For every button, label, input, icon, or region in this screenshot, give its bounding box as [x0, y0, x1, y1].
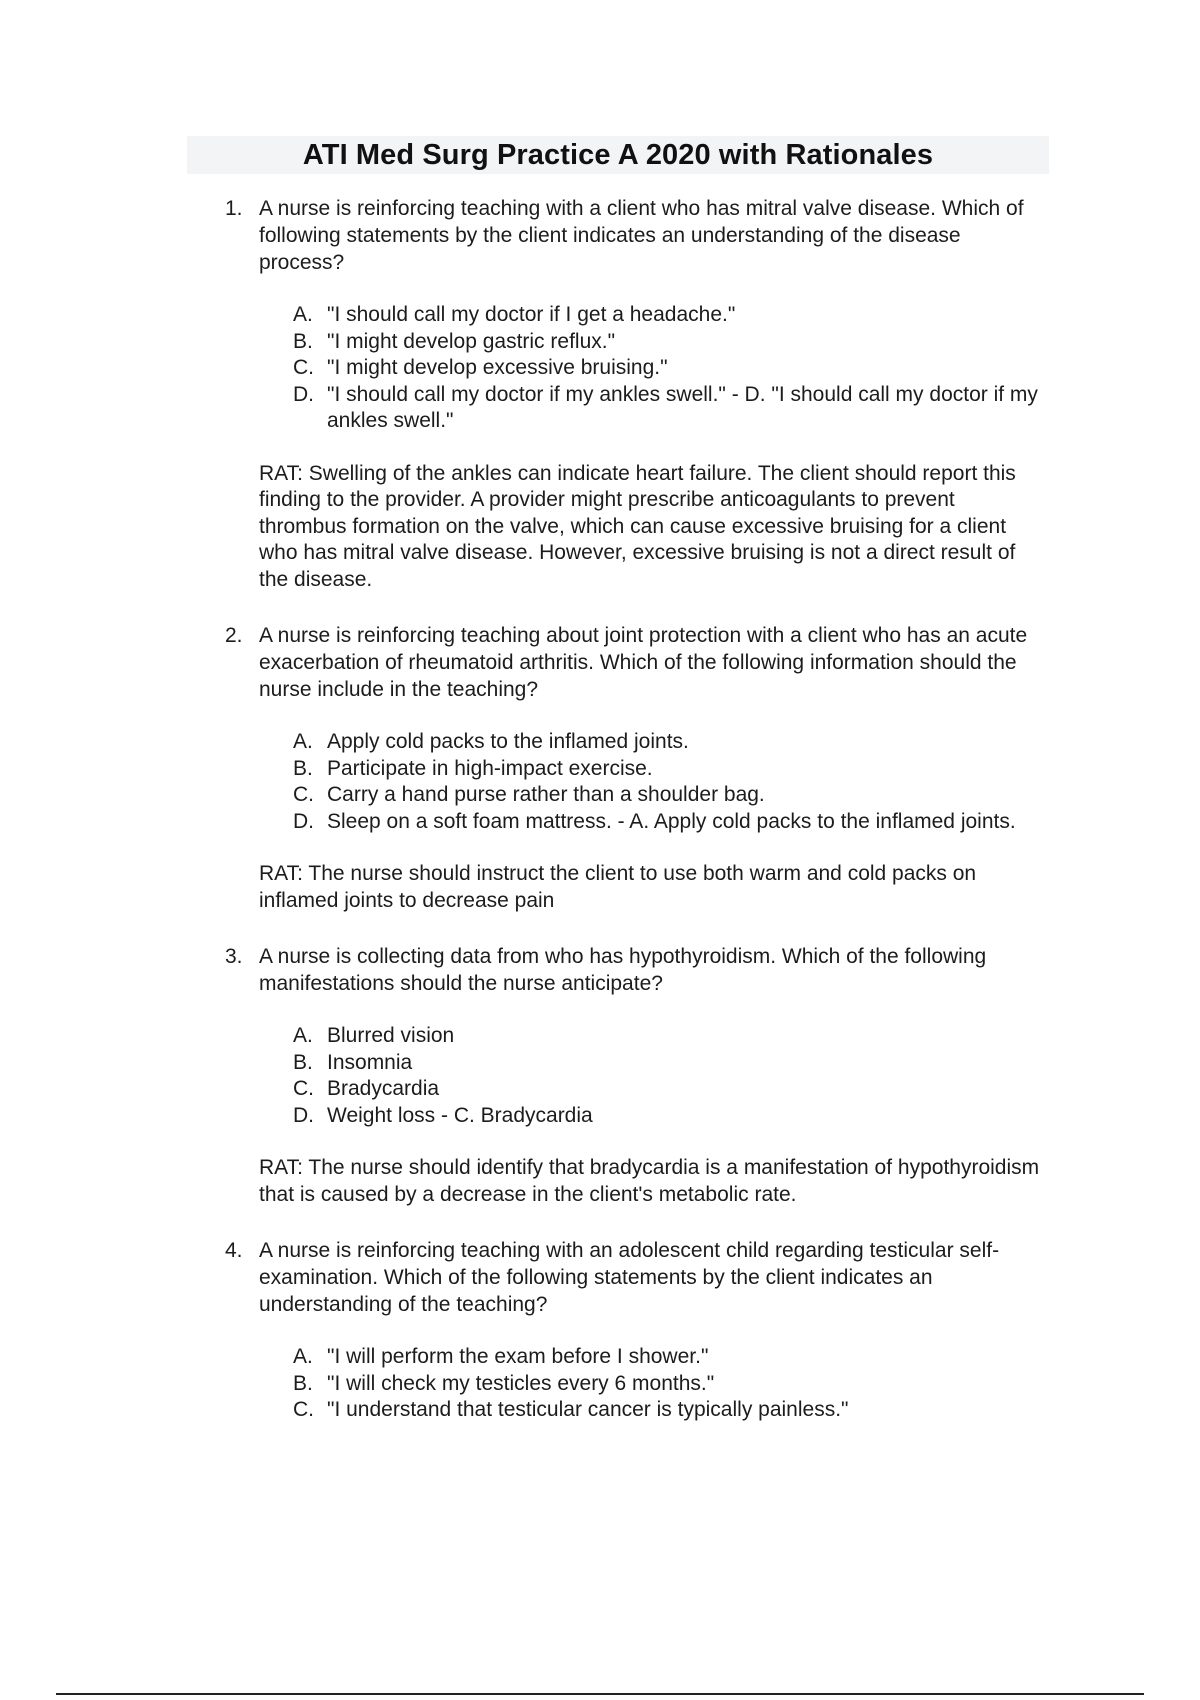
question-4 [225, 1237, 1045, 1424]
answer-option [293, 1023, 1045, 1050]
option-letter: C. [293, 783, 314, 806]
option-letter: A. [293, 730, 313, 753]
option-text: "I might develop excessive bruising." [327, 356, 668, 379]
option-letter: A. [293, 303, 313, 326]
answer-options [293, 1344, 1045, 1424]
rationale-text: RAT: The nurse should instruct the client to use both warm and cold packs on inflamed joints to decrease pain [259, 862, 977, 912]
question-3 [225, 943, 1045, 1208]
answer-option [293, 729, 1045, 756]
answer-options [293, 302, 1045, 435]
answer-option [293, 302, 1045, 329]
question-number: 1. [225, 197, 243, 220]
option-text: "I might develop gastric reflux." [327, 329, 616, 353]
answer-option [293, 782, 1045, 809]
question-text: A nurse is reinforcing teaching with a client who has mitral valve disease. Which of following statements by the client indicates an understanding of the disease process? [259, 197, 1024, 274]
answer-option [293, 1103, 1045, 1130]
option-letter: C. [293, 1077, 314, 1100]
answer-option [293, 329, 1045, 356]
question-1 [225, 195, 1045, 593]
footer-divider [56, 1693, 1144, 1695]
option-letter: B. [293, 1371, 313, 1395]
option-letter: C. [293, 356, 314, 379]
option-text: "I will check my testicles every 6 months." [327, 1371, 715, 1395]
option-text: Bradycardia [327, 1077, 440, 1100]
answer-options [293, 1023, 1045, 1129]
option-letter: D. [293, 1103, 314, 1127]
option-letter: B. [293, 1050, 313, 1074]
answer-option [293, 382, 1045, 435]
answer-option [293, 1050, 1045, 1077]
question-text: A nurse is reinforcing teaching with an adolescent child regarding testicular self-examination. Which of the following statements by the client indicates an understanding of the teaching? [259, 1239, 1000, 1316]
option-letter: A. [293, 1345, 313, 1368]
option-text: Insomnia [327, 1050, 413, 1074]
option-letter: D. [293, 382, 314, 406]
question-text: A nurse is collecting data from who has hypothyroidism. Which of the following manifestations should the nurse anticipate? [259, 945, 987, 995]
question-2 [225, 622, 1045, 914]
option-letter: B. [293, 756, 313, 780]
rationale-text: RAT: Swelling of the ankles can indicate heart failure. The client should report this finding to the provider. A provider might prescribe anticoagulants to prevent thrombus formation on the valve, which can cause excessive bruising for a client who has mitral valve disease. However, excessive bruising is not a direct result of the disease. [259, 461, 1016, 591]
answer-option [293, 1076, 1045, 1103]
answer-option [293, 809, 1045, 836]
option-text: Carry a hand purse rather than a shoulder bag. [327, 783, 765, 806]
answer-option [293, 1371, 1045, 1398]
question-number: 2. [225, 624, 243, 647]
option-letter: A. [293, 1024, 313, 1047]
question-number: 3. [225, 945, 243, 968]
option-letter: B. [293, 329, 313, 353]
answer-options [293, 729, 1045, 835]
option-text: "I will perform the exam before I shower." [327, 1345, 709, 1368]
page-title: ATI Med Surg Practice A 2020 with Rationales [302, 139, 934, 171]
option-letter: C. [293, 1398, 314, 1421]
option-text: Participate in high-impact exercise. [327, 756, 653, 780]
option-text: Weight loss - C. Bradycardia [327, 1103, 593, 1127]
option-text: "I should call my doctor if my ankles swell." - D. "I should call my doctor if my ankles swell." [327, 382, 1038, 432]
question-text: A nurse is reinforcing teaching about joint protection with a client who has an acute exacerbation of rheumatoid arthritis. Which of the following information should the nurse include in the teaching? [259, 624, 1028, 701]
option-text: Sleep on a soft foam mattress. - A. Apply cold packs to the inflamed joints. [327, 809, 1016, 833]
answer-option [293, 355, 1045, 382]
option-text: Blurred vision [327, 1024, 455, 1047]
rationale-text: RAT: The nurse should identify that bradycardia is a manifestation of hypothyroidism that is caused by a decrease in the client's metabolic rate. [259, 1156, 1040, 1206]
question-number: 4. [225, 1239, 243, 1262]
option-text: "I should call my doctor if I get a headache." [327, 303, 736, 326]
option-text: "I understand that testicular cancer is typically painless." [327, 1398, 849, 1421]
option-letter: D. [293, 809, 314, 833]
question-list [225, 195, 1045, 1424]
option-text: Apply cold packs to the inflamed joints. [327, 730, 689, 753]
answer-option [293, 756, 1045, 783]
answer-option [293, 1344, 1045, 1371]
answer-option [293, 1397, 1045, 1424]
